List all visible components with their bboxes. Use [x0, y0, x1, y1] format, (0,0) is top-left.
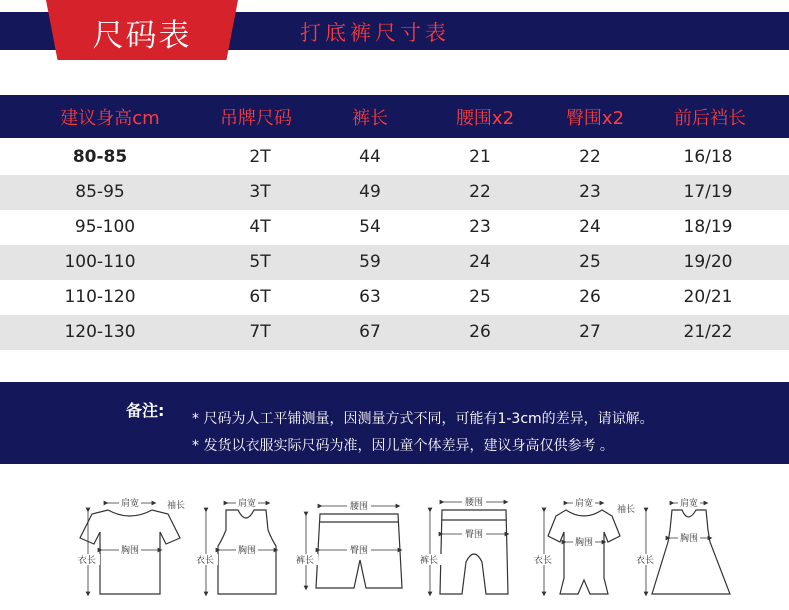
- table-row: [0, 315, 789, 350]
- notes-label: 备注:: [126, 401, 165, 420]
- label-chest: 胸围: [120, 546, 140, 556]
- romper-diagram: [548, 510, 620, 594]
- cell-tag-size: 3T: [249, 182, 271, 202]
- cell-waist: 23: [469, 217, 491, 237]
- cell-hip: 24: [579, 217, 601, 237]
- garment-measurement-diagrams: [0, 490, 789, 605]
- cell-waist: 25: [469, 287, 491, 307]
- cell-tag-size: 6T: [249, 287, 271, 307]
- cell-height: 100-110: [64, 252, 136, 272]
- header-rise: 前后裆长: [674, 108, 746, 129]
- header-tag-size: 吊牌尺码: [220, 108, 292, 129]
- cell-pants-length: 54: [359, 217, 381, 237]
- cell-rise: 19/20: [683, 252, 733, 272]
- label-shoulder: 肩宽: [237, 499, 257, 509]
- label-sleeve: 袖长: [616, 505, 636, 515]
- label-chest: 胸围: [574, 538, 594, 548]
- cell-tag-size: 2T: [249, 147, 271, 167]
- pants-diagram: [440, 510, 508, 594]
- dress-diagram: [652, 510, 730, 594]
- cell-rise: 20/21: [683, 287, 733, 307]
- cell-hip: 23: [579, 182, 601, 202]
- cell-height: 95-100: [74, 217, 136, 237]
- label-sleeve: 袖长: [166, 501, 186, 511]
- table-row: [0, 210, 789, 245]
- label-waist: 腰围: [349, 502, 369, 512]
- label-length: 衣长: [195, 556, 215, 566]
- label-waist: 腰围: [464, 498, 484, 508]
- cell-rise: 16/18: [683, 147, 733, 167]
- label-hip: 臀围: [349, 546, 369, 556]
- cell-rise: 17/19: [683, 182, 733, 202]
- cell-hip: 22: [579, 147, 601, 167]
- label-shoulder: 肩宽: [679, 499, 699, 509]
- cell-height: 120-130: [64, 322, 136, 342]
- cell-hip: 27: [579, 322, 601, 342]
- cell-height: 110-120: [64, 287, 136, 307]
- label-length: 衣长: [635, 556, 655, 566]
- note-line: * 尺码为人工平铺测量，因测量方式不同，可能有1-3cm的差异，请谅解。: [192, 411, 654, 427]
- cell-rise: 21/22: [683, 322, 733, 342]
- label-shoulder: 肩宽: [120, 499, 140, 509]
- table-row: [0, 140, 789, 175]
- label-length: 衣长: [533, 556, 553, 566]
- cell-pants-length: 49: [359, 182, 381, 202]
- cell-pants-length: 63: [359, 287, 381, 307]
- table-row: [0, 175, 789, 210]
- label-hip: 臀围: [464, 530, 484, 540]
- cell-waist: 24: [469, 252, 491, 272]
- label-pants-length: 裤长: [295, 556, 315, 566]
- cell-pants-length: 67: [359, 322, 381, 342]
- header-height: 建议身高cm: [60, 108, 160, 129]
- page-title: 尺码表: [92, 18, 192, 54]
- cell-waist: 22: [469, 182, 491, 202]
- cell-hip: 25: [579, 252, 601, 272]
- table-row: [0, 280, 789, 315]
- page-subtitle: 打底裤尺寸表: [300, 21, 450, 45]
- label-chest: 胸围: [679, 534, 699, 544]
- header-hip: 臀围x2: [565, 108, 625, 129]
- cell-waist: 26: [469, 322, 491, 342]
- cell-hip: 26: [579, 287, 601, 307]
- label-length: 衣长: [77, 556, 97, 566]
- cell-tag-size: 5T: [249, 252, 271, 272]
- cell-rise: 18/19: [683, 217, 733, 237]
- cell-tag-size: 4T: [249, 217, 271, 237]
- note-line: * 发货以衣服实际尺码为准，因儿童个体差异，建议身高仅供参考 。: [192, 438, 614, 454]
- table-row: [0, 245, 789, 280]
- cell-pants-length: 59: [359, 252, 381, 272]
- cell-pants-length: 44: [359, 147, 381, 167]
- label-shoulder: 肩宽: [574, 499, 594, 509]
- cell-waist: 21: [469, 147, 491, 167]
- label-pants-length: 裤长: [419, 556, 439, 566]
- cell-tag-size: 7T: [249, 322, 271, 342]
- header-pants-length: 裤长: [352, 108, 388, 129]
- cell-height: 80-85: [72, 147, 128, 167]
- cell-height: 85-95: [75, 182, 125, 202]
- header-waist: 腰围x2: [455, 108, 515, 129]
- label-chest: 胸围: [237, 546, 257, 556]
